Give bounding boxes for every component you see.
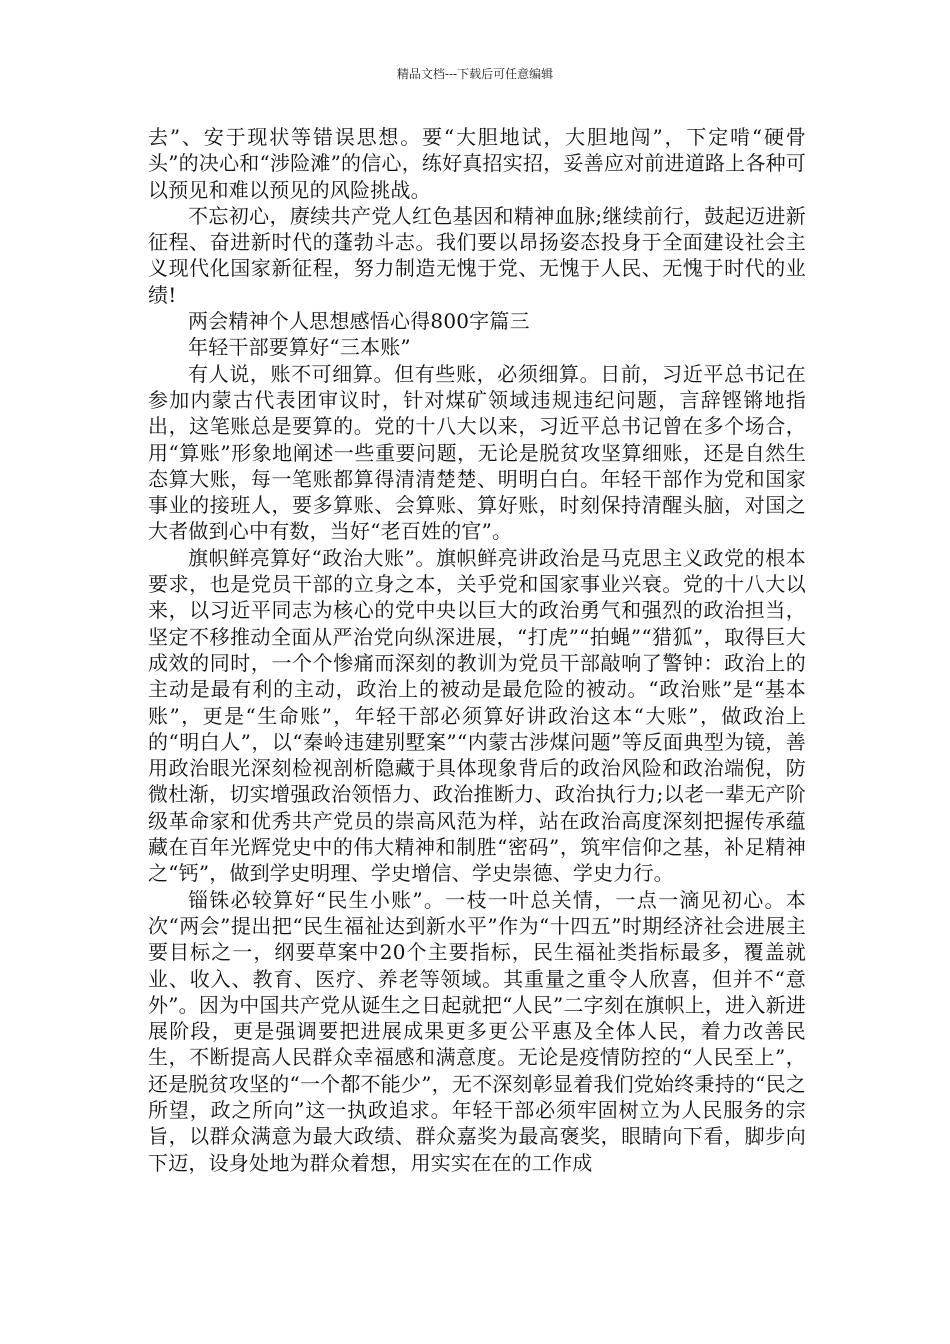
paragraph-livelihood-account: 锱铢必较算好“民生小账”。一枝一叶总关情，一点一滴见初心。本次“两会”提出把“民生福祉达到新水平”作为“十四五”时期经济社会进展主要目标之一，纲要草案中20个主要指标，民生福祉类指标最多，覆盖就业、收入、教育、医疗、养老等领域。其重量之重令人欣喜，但并不“意外”。因为中国共产党从诞生之日起就把“人民”二字刻在旗帜上，进入新进展阶段，更是强调要把进展成果更多更公平惠及全体人民，着力改善民生，不断提高人民群众幸福感和满意度。无论是疫情防控的“人民至上”，还是脱贫攻坚的“一个都不能少”，无不深刻彰显着我们党始终秉持的“民之所望，政之所向”这一执政追求。年轻干部必须牢固树立为人民服务的宗旨，以群众满意为最大政绩、群众嘉奖为最高褒奖，眼睛向下看，脚步向下迈，设身处地为群众着想，用实实在在的工作成: [148, 887, 806, 1175]
document-body: [148, 124, 806, 1176]
paragraph-1: 去”、安于现状等错误思想。要“大胆地试，大胆地闯”，下定啃“硬骨头”的决心和“涉险滩”的信心，练好真招实招，妥善应对前进道路上各种可以预见和难以预见的风险挑战。: [148, 125, 806, 202]
paragraph-political-account: 旗帜鲜亮算好“政治大账”。旗帜鲜亮讲政治是马克思主义政党的根本要求，也是党员干部的立身之本，关乎党和国家事业兴衰。党的十八大以来，以习近平同志为核心的党中央以巨大的政治勇气和强烈的政治担当，坚定不移推动全面从严治党向纵深进展，“打虎”“拍蝇”“猎狐”，取得巨大成效的同时，一个个惨痛而深刻的教训为党员干部敲响了警钟：政治上的主动是最有利的主动，政治上的被动是最危险的被动。“政治账”是“基本账”，更是“生命账”，年轻干部必须算好讲政治这本“大账”，做政治上的“明白人”，以“秦岭违建别墅案”“内蒙古涉煤问题”等反面典型为镜，善用政治眼光深刻检视剖析隐藏于具体现象背后的政治风险和政治端倪，防微杜渐，切实增强政治领悟力、政治推断力、政治执行力;以老一辈无产阶级革命家和优秀共产党员的崇高风范为样，站在政治高度深刻把握传承蕴藏在百年光辉党史中的伟大精神和制胜“密码”，筑牢信仰之基，补足精神之“钙”，做到学史明理、学史增信、学史崇德、学史力行。: [148, 545, 806, 886]
paragraph-intro: 有人说，账不可细算。但有些账，必须细算。日前，习近平总书记在参加内蒙古代表团审议时，针对煤矿领域违规违纪问题，言辞铿锵地指出，这笔账总是要算的。党的十八大以来，习近平总书记曾在多个场合，用“算账”形象地阐述一些重要问题，无论是脱贫攻坚算细账，还是自然生态算大账，每一笔账都算得清清楚楚、明明白白。年轻干部作为党和国家事业的接班人，要多算账、会算账、算好账，时刻保持清醒头脑，对国之大者做到心中有数，当好“老百姓的官”。: [148, 361, 806, 544]
section-title: 两会精神个人思想感悟心得800字篇三: [188, 309, 530, 334]
article-subtitle: 年轻干部要算好“三本账”: [188, 335, 411, 360]
paragraph-2: 不忘初心，赓续共产党人红色基因和精神血脉;继续前行，鼓起迈进新征程、奋进新时代的蓬勃斗志。我们要以昂扬姿态投身于全面建设社会主义现代化国家新征程，努力制造无愧于党、无愧于人民、无愧于时代的业绩!: [148, 203, 806, 307]
page-header: 精品文档---下载后可任意编辑: [396, 67, 554, 81]
